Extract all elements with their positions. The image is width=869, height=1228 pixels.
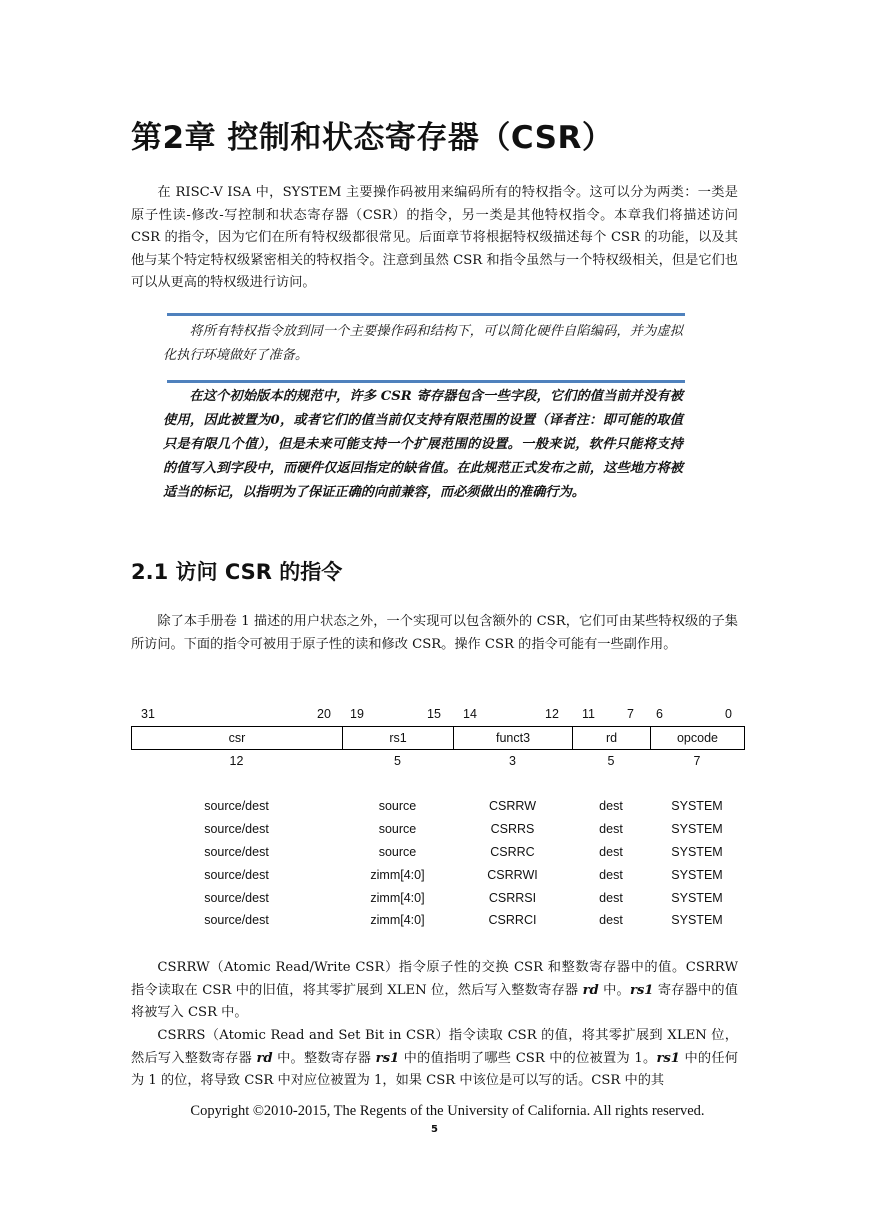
table-cell: source bbox=[378, 822, 417, 837]
bit-position-row bbox=[131, 707, 741, 723]
table-cell: zimm[4:0] bbox=[370, 867, 425, 882]
table-cell: source/dest bbox=[204, 822, 269, 837]
table-cell: SYSTEM bbox=[671, 890, 723, 905]
table-cell: CSRRSI bbox=[488, 890, 537, 905]
text-run: CSRRS（Atomic Read and Set Bit in CSR）指令读取 CSR 的值，将其零扩展到 XLEN 位，然后写入整数寄存器 bbox=[131, 1028, 738, 1066]
instruction-table bbox=[131, 795, 744, 932]
bit-position: 20 bbox=[317, 707, 331, 721]
format-field: funct3 bbox=[454, 727, 573, 750]
bit-position: 0 bbox=[725, 707, 732, 721]
bit-position: 7 bbox=[627, 707, 634, 721]
register-name: rd bbox=[256, 1050, 273, 1066]
format-field: csr bbox=[132, 727, 343, 750]
format-field: opcode bbox=[651, 727, 745, 750]
table-cell: CSRRS bbox=[490, 822, 535, 837]
text-run: CSRRW（Atomic Read/Write CSR）指令原子性的交换 CSR 和整数寄存器中的值。CSRRW 指令读取在 CSR 中的旧值，将其零扩展到 XLEN 位，然后写入整数寄存器 bbox=[131, 960, 738, 998]
table-cell: dest bbox=[599, 867, 623, 882]
csrrw-paragraph bbox=[131, 957, 738, 1025]
table-cell: CSRRC bbox=[490, 844, 535, 859]
table-cell: zimm[4:0] bbox=[370, 913, 425, 928]
bit-position: 15 bbox=[427, 707, 441, 721]
table-cell: source/dest bbox=[204, 867, 269, 882]
table-cell: SYSTEM bbox=[671, 913, 723, 928]
commentary-rule-bottom bbox=[167, 380, 685, 383]
footer-copyright: Copyright ©2010-2015, The Regents of the University of California. All rights reserved. bbox=[190, 1103, 705, 1119]
page-number: 5 bbox=[431, 1124, 438, 1135]
bit-position: 31 bbox=[141, 707, 155, 721]
table-cell: CSRRCI bbox=[488, 913, 537, 928]
format-field: rs1 bbox=[343, 727, 454, 750]
table-cell: source/dest bbox=[204, 844, 269, 859]
text-run: 寄存器中的值将被写入 CSR 中。 bbox=[131, 982, 738, 1020]
table-row bbox=[131, 909, 744, 932]
table-row bbox=[131, 795, 744, 818]
table-cell: source/dest bbox=[204, 890, 269, 905]
intro-paragraph: 在 RISC-V ISA 中，SYSTEM 主要操作码被用来编码所有的特权指令。这可以分为两类：一类是原子性读-修改-写控制和状态寄存器（CSR）的指令，另一类是其他特权指令。本章我们将描述访问 CSR 的指令，因为它们在所有特权级都很常见。后面章节将根据特权级描述每个 CSR 的功能，以及其他与某个特定特权级紧密相关的特权指令。注意到虽然 CSR 和指令虽然与一个特权级相关，但是它们也可以从更高的特权级进行访问。 bbox=[131, 185, 738, 290]
field-width: 7 bbox=[693, 754, 701, 768]
table-cell: source bbox=[378, 799, 417, 814]
register-name: rd bbox=[582, 982, 599, 998]
format-field: rd bbox=[573, 727, 651, 750]
field-width: 5 bbox=[394, 754, 401, 768]
table-cell: source/dest bbox=[204, 799, 269, 814]
bit-position: 14 bbox=[463, 707, 477, 721]
table-row bbox=[131, 818, 744, 841]
bit-position: 12 bbox=[545, 707, 559, 721]
register-name: rs1 bbox=[629, 982, 654, 998]
table-cell: CSRRW bbox=[489, 799, 536, 814]
text-run: 中的任何为 1 的位，将导致 CSR 中对应位被置为 1，如果 CSR 中该位是可以写的话。CSR 中的其 bbox=[131, 1050, 738, 1088]
table-cell: dest bbox=[599, 799, 623, 814]
field-width: 12 bbox=[229, 754, 244, 768]
table-cell: zimm[4:0] bbox=[370, 890, 425, 905]
text-run: 中。 bbox=[598, 982, 630, 998]
table-cell: dest bbox=[599, 913, 623, 928]
table-cell: dest bbox=[599, 822, 623, 837]
register-name: rs1 bbox=[656, 1050, 680, 1066]
table-cell: SYSTEM bbox=[671, 844, 723, 859]
section-title: 2.1 访问 CSR 的指令 bbox=[131, 560, 343, 584]
text-run: 中。整数寄存器 bbox=[272, 1050, 376, 1066]
commentary-note: 将所有特权指令放到同一个主要操作码和结构下，可以简化硬件自陷编码，并为虚拟化执行环境做好了准备。 bbox=[163, 324, 683, 363]
table-cell: SYSTEM bbox=[671, 822, 723, 837]
commentary-rule-top bbox=[167, 313, 685, 316]
table-cell: dest bbox=[599, 890, 623, 905]
commentary-note-bold: 在这个初始版本的规范中，许多 CSR 寄存器包含一些字段，它们的值当前并没有被使用，因此被置为0，或者它们的值当前仅支持有限范围的设置（译者注：即可能的取值只是有限几个值），但是未来可能支持一个扩展范围的设置。一般来说，软件只能将支持的值写入到字段中，而硬件仅返回指定的缺省值。在此规范正式发布之前，这些地方将被适当的标记，以指明为了保证正确的向前兼容，而必须做出的准确行为。 bbox=[163, 389, 683, 500]
table-cell: dest bbox=[599, 844, 623, 859]
register-name: rs1 bbox=[375, 1050, 400, 1066]
section-paragraph: 除了本手册卷 1 描述的用户状态之外，一个实现可以包含额外的 CSR，它们可由某些特权级的子集所访问。下面的指令可被用于原子性的读和修改 CSR。操作 CSR 的指令可能有一些副作用。 bbox=[131, 614, 738, 652]
chapter-title: 第2章 控制和状态寄存器（CSR） bbox=[131, 120, 614, 156]
field-width-row bbox=[131, 752, 744, 770]
table-row bbox=[131, 841, 744, 864]
bit-position: 11 bbox=[582, 707, 595, 721]
table-row bbox=[131, 863, 744, 886]
table-cell: source bbox=[378, 844, 417, 859]
csrrs-paragraph bbox=[131, 1025, 738, 1093]
table-cell: SYSTEM bbox=[671, 799, 723, 814]
instruction-format-table bbox=[131, 726, 745, 750]
table-cell: source/dest bbox=[204, 913, 269, 928]
bit-position: 19 bbox=[350, 707, 364, 721]
field-width: 3 bbox=[509, 754, 516, 768]
bit-position: 6 bbox=[656, 707, 663, 721]
text-run: 中的值指明了哪些 CSR 中的位被置为 1。 bbox=[399, 1050, 657, 1066]
field-width: 5 bbox=[607, 754, 615, 768]
table-row bbox=[131, 886, 744, 909]
table-cell: SYSTEM bbox=[671, 867, 723, 882]
table-cell: CSRRWI bbox=[487, 867, 538, 882]
